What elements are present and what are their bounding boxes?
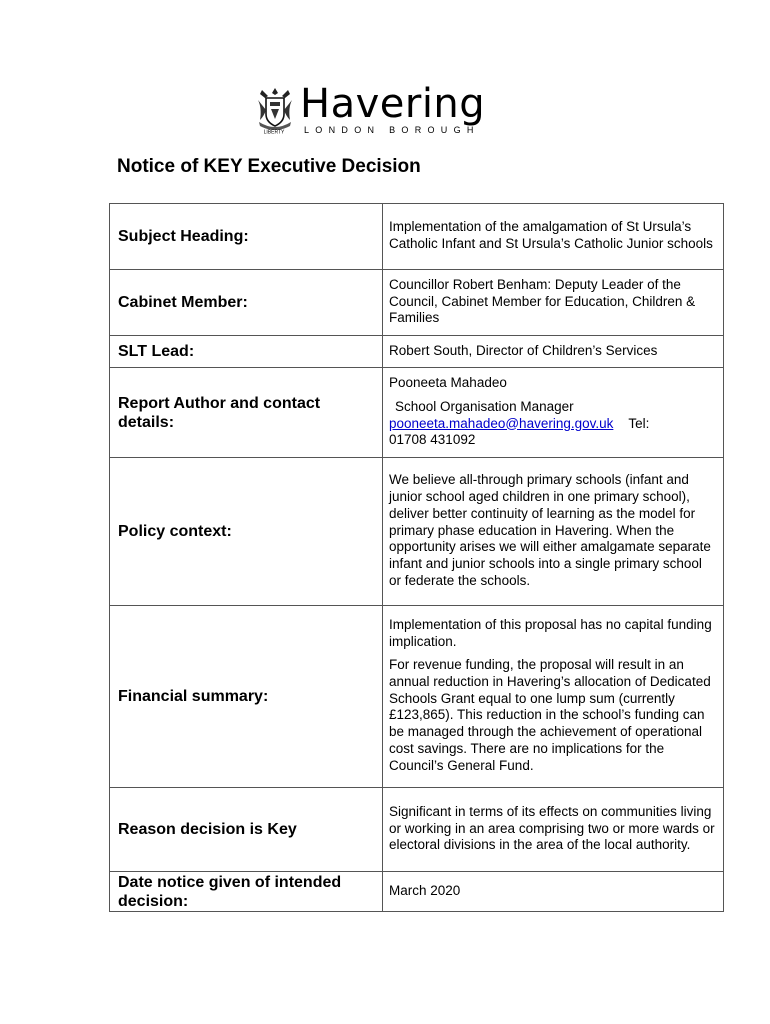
date-notice-value: March 2020: [383, 872, 724, 912]
table-row: [110, 368, 724, 458]
brand-name: Havering: [300, 81, 486, 127]
report-author-label: Report Author and contact details:: [110, 368, 383, 458]
author-name: Pooneeta Mahadeo: [389, 374, 507, 390]
reason-key-value: Significant in terms of its effects on communities living or working in an area comprising two or more wards or electoral divisions in the area of the local authority.: [383, 788, 724, 872]
financial-summary-label: Financial summary:: [110, 606, 383, 788]
tel-label: Tel:: [628, 415, 650, 431]
slt-lead-value: Robert South, Director of Children’s Services: [383, 336, 724, 368]
table-row: [110, 270, 724, 336]
brand-subtitle: LONDON BOROUGH: [304, 125, 480, 135]
financial-para-1: Implementation of this proposal has no capital funding implication.: [389, 617, 712, 650]
decision-table: [109, 203, 724, 912]
table-row: [110, 204, 724, 270]
policy-context-label: Policy context:: [110, 458, 383, 606]
crest-motto-text: LIBERTY: [263, 129, 285, 135]
page-title: Notice of KEY Executive Decision: [117, 156, 421, 177]
havering-logo: [254, 81, 486, 138]
cabinet-member-label: Cabinet Member:: [110, 270, 383, 336]
author-contact: [389, 416, 717, 433]
subject-heading-label: Subject Heading:: [110, 204, 383, 270]
financial-para-2: For revenue funding, the proposal will result in an annual reduction in Havering’s allocation of Dedicated Schools Grant equal to one lump sum (currently £123,865). This reduction in the school’s funding can be managed through the achievement of operational cost savings. There are no implications for the Council’s General Fund.: [389, 657, 711, 773]
crest-motto-scroll: [256, 127, 292, 135]
table-row: [110, 336, 724, 368]
financial-summary-value: [383, 606, 724, 788]
table-row: [110, 606, 724, 788]
author-email-link[interactable]: pooneeta.mahadeo@havering.gov.uk: [389, 415, 614, 431]
policy-context-value: We believe all-through primary schools (infant and junior school aged children in one primary school), deliver better continuity of learning as the model for primary phase education in Havering. When the opportunity arises we will either amalgamate separate infant and junior schools into a single primary school or federate the schools.: [383, 458, 724, 606]
table-row: [110, 872, 724, 912]
report-author-value: [383, 368, 724, 458]
author-phone: 01708 431092: [389, 432, 476, 448]
slt-lead-label: SLT Lead:: [110, 336, 383, 368]
cabinet-member-value: Councillor Robert Benham: Deputy Leader of the Council, Cabinet Member for Education, Children & Families: [383, 270, 724, 336]
table-row: [110, 788, 724, 872]
table-row: [110, 458, 724, 606]
reason-key-label: Reason decision is Key: [110, 788, 383, 872]
author-role: School Organisation Manager: [395, 398, 574, 414]
date-notice-label: Date notice given of intended decision:: [110, 872, 383, 912]
subject-heading-value: Implementation of the amalgamation of St Ursula’s Catholic Infant and St Ursula’s Catholic Junior schools: [383, 204, 724, 270]
